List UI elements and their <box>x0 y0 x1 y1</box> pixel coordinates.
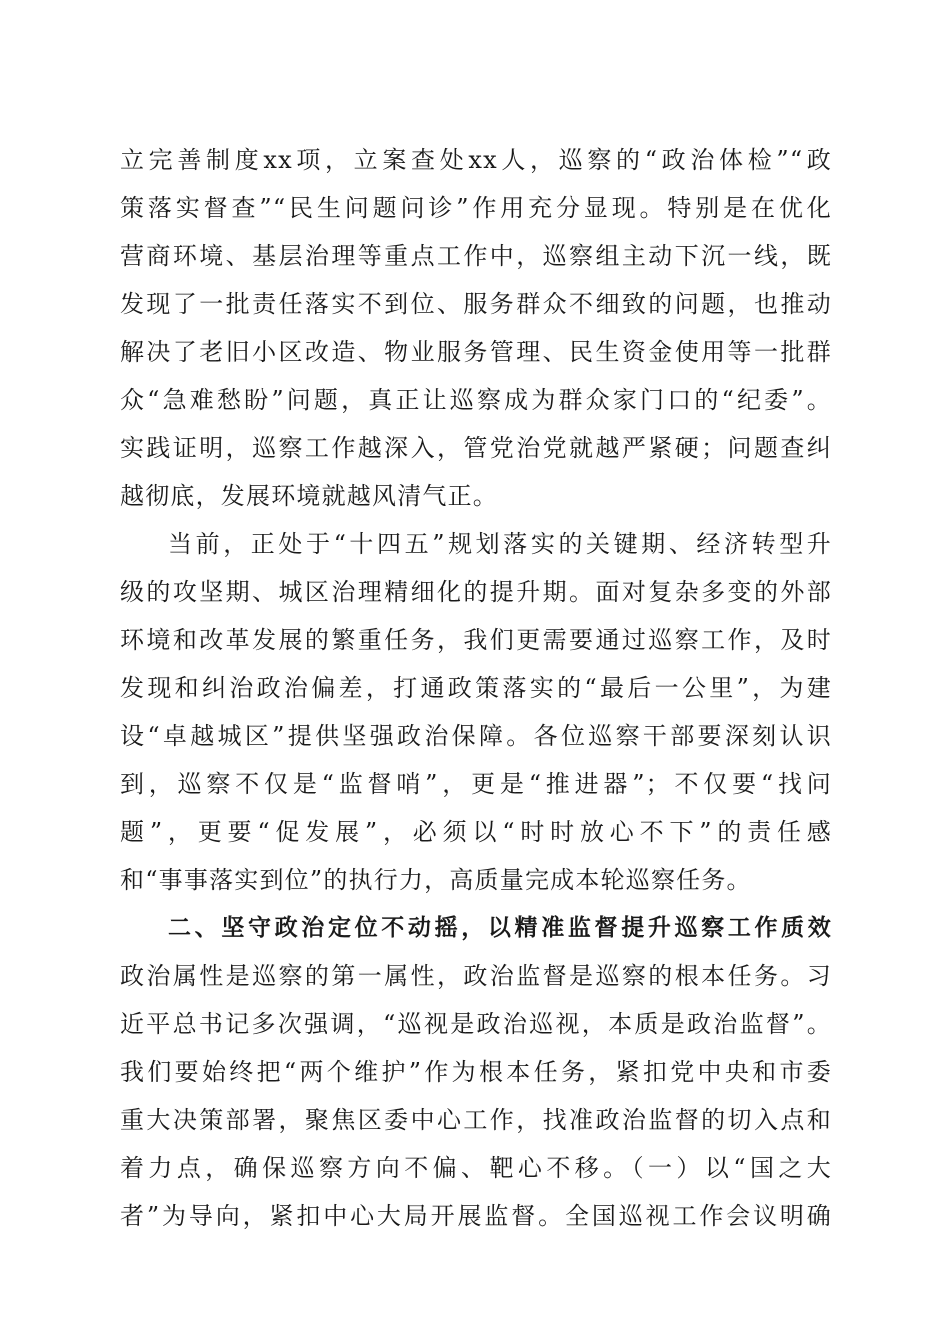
text-line: 和“事事落实到位”的执行力，高质量完成本轮巡察任务。 <box>120 866 752 894</box>
text-line: 策落实督查”“民生问题问诊”作用充分显现。特别是在优化 <box>120 194 832 222</box>
text-line: 设“卓越城区”提供坚强政治保障。各位巡察干部要深刻认识 <box>120 722 832 750</box>
section-heading: 二、坚守政治定位不动摇，以精准监督提升巡察工作质效 <box>168 915 832 941</box>
text-line: 环境和改革发展的繁重任务，我们更需要通过巡察工作，及时 <box>120 626 832 654</box>
text-line: 级的攻坚期、城区治理精细化的提升期。面对复杂多变的外部 <box>120 578 832 606</box>
text-line: 我们要始终把“两个维护”作为根本任务，紧扣党中央和市委 <box>120 1058 832 1086</box>
text-line: 到，巡察不仅是“监督哨”，更是“推进器”；不仅要“找问 <box>120 770 832 798</box>
text-line: 发现了一批责任落实不到位、服务群众不细致的问题，也推动 <box>120 290 832 318</box>
text-line: 近平总书记多次强调，“巡视是政治巡视，本质是政治监督”。 <box>120 1010 832 1038</box>
text-line: 营商环境、基层治理等重点工作中，巡察组主动下沉一线，既 <box>120 242 832 270</box>
text-line: 立完善制度xx项，立案查处xx人，巡察的“政治体检”“政 <box>120 146 832 174</box>
text-line: 众“急难愁盼”问题，真正让巡察成为群众家门口的“纪委”。 <box>120 386 832 414</box>
text-line: 政治属性是巡察的第一属性，政治监督是巡察的根本任务。习 <box>120 962 832 990</box>
text-line: 实践证明，巡察工作越深入，管党治党就越严紧硬；问题查纠 <box>120 434 832 462</box>
text-line: 解决了老旧小区改造、物业服务管理、民生资金使用等一批群 <box>120 338 832 366</box>
paragraph-first-line: 当前，正处于“十四五”规划落实的关键期、经济转型升 <box>168 530 832 558</box>
text-line: 发现和纠治政治偏差，打通政策落实的“最后一公里”，为建 <box>120 674 832 702</box>
text-line: 重大决策部署，聚焦区委中心工作，找准政治监督的切入点和 <box>120 1106 832 1134</box>
text-line: 题”，更要“促发展”，必须以“时时放心不下”的责任感 <box>120 818 832 846</box>
text-line: 者”为导向，紧扣中心大局开展监督。全国巡视工作会议明确 <box>120 1202 832 1230</box>
text-line: 着力点，确保巡察方向不偏、靶心不移。（一）以“国之大 <box>120 1154 832 1182</box>
text-line: 越彻底，发展环境就越风清气正。 <box>120 482 498 510</box>
